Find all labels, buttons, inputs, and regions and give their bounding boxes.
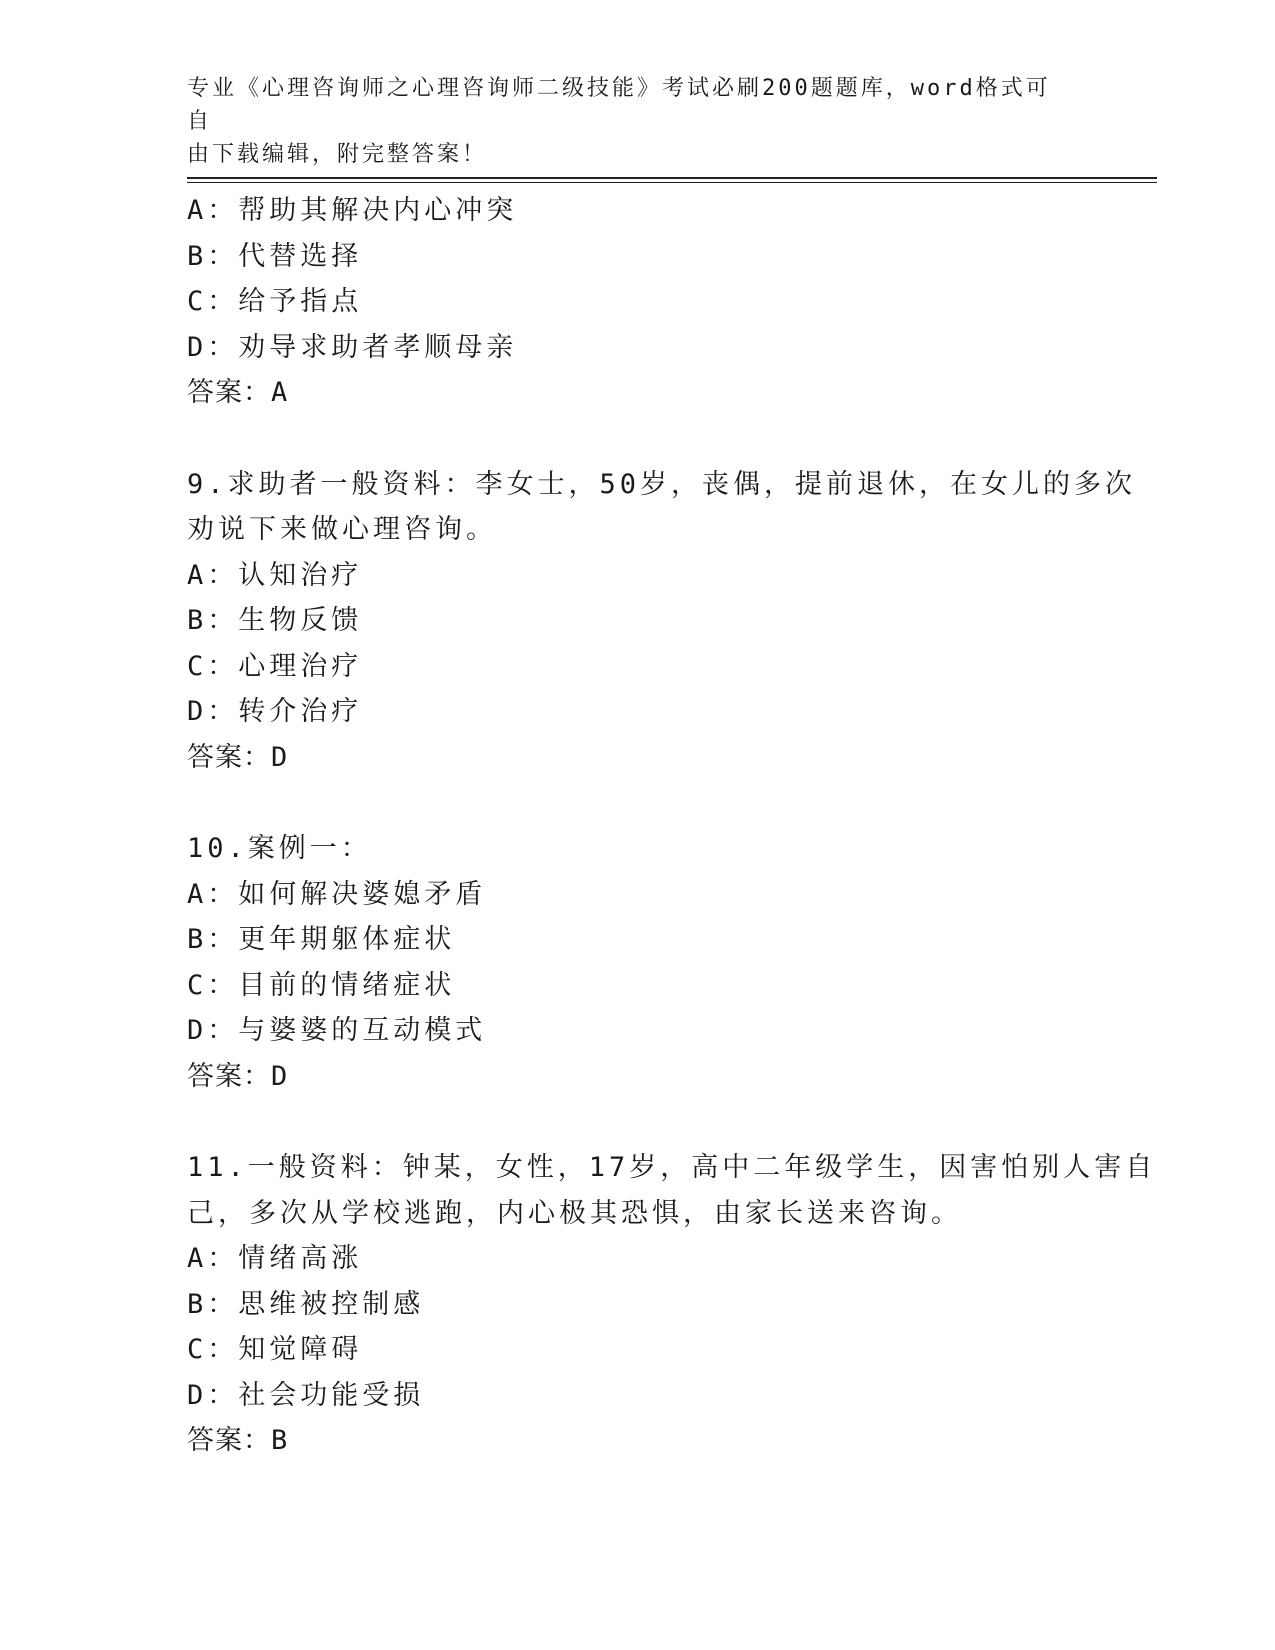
option-b: B：思维被控制感 — [187, 1288, 425, 1320]
header-line-1: 专业《心理咨询师之心理咨询师二级技能》考试必刷200题题库，word格式可自 — [187, 76, 1051, 134]
header-rule-thin — [187, 182, 1157, 183]
option-a: A：如何解决婆媳矛盾 — [187, 878, 487, 910]
answer-line: 答案：D — [187, 1060, 289, 1092]
option-c: C：知觉障碍 — [187, 1334, 363, 1365]
question-stem: 9.求助者一般资料：李女士，50岁，丧偶，提前退休，在女儿的多次 — [187, 468, 1137, 500]
question-stem: 11.一般资料：钟某，女性，17岁，高中二年级学生，因害怕别人害自 — [187, 1152, 1157, 1183]
document-header — [187, 72, 1067, 171]
option-c: C：目前的情绪症状 — [187, 969, 456, 1001]
option-b: B：更年期躯体症状 — [187, 924, 456, 955]
option-b: B：代替选择 — [187, 240, 363, 272]
question-stem-continued: 己，多次从学校逃跑，内心极其恐惧，由家长送来咨询。 — [187, 1197, 962, 1229]
answer-line: 答案：B — [187, 1425, 289, 1456]
option-c: C：给予指点 — [187, 286, 363, 317]
option-a: A：认知治疗 — [187, 559, 363, 591]
spacer — [187, 1099, 1087, 1145]
answer-line: 答案：A — [187, 377, 289, 408]
option-d: D：转介治疗 — [187, 696, 363, 727]
option-a: A：帮助其解决内心冲突 — [187, 195, 518, 226]
answer-line: 答案：D — [187, 741, 289, 773]
option-b: B：生物反馈 — [187, 605, 363, 636]
question-10-block — [187, 826, 1087, 1099]
option-d: D：与婆婆的互动模式 — [187, 1015, 487, 1046]
option-a: A：情绪高涨 — [187, 1243, 363, 1274]
header-line-2: 由下载编辑，附完整答案！ — [187, 142, 488, 167]
question-stem: 10.案例一： — [187, 833, 372, 864]
question-11-block — [187, 1145, 1157, 1464]
spacer — [187, 780, 1087, 826]
header-rule-thick — [187, 177, 1157, 179]
question-9-block — [187, 462, 1137, 781]
question-list — [187, 188, 1157, 1464]
question-stem-continued: 劝说下来做心理咨询。 — [187, 514, 497, 545]
question-8-block — [187, 188, 1087, 416]
spacer — [187, 416, 1087, 462]
option-c: C：心理治疗 — [187, 650, 363, 682]
option-d: D：劝导求助者孝顺母亲 — [187, 331, 518, 363]
option-d: D：社会功能受损 — [187, 1379, 425, 1411]
